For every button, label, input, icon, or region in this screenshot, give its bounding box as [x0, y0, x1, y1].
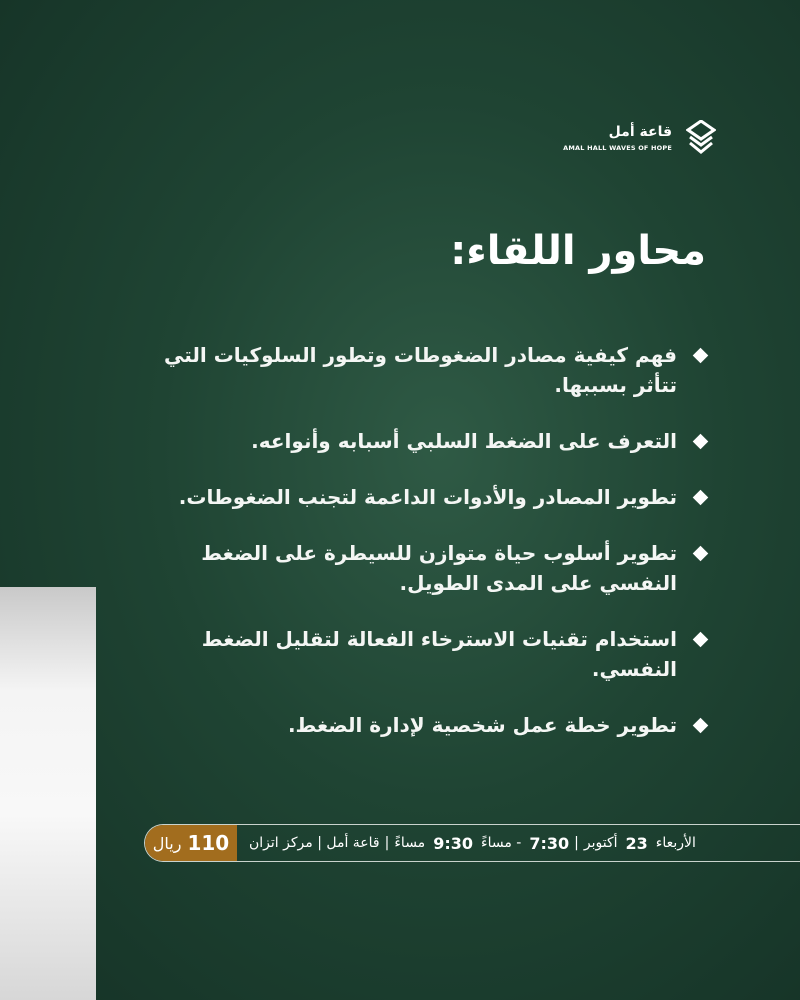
price-currency: ريال — [152, 833, 182, 853]
diamond-bullet-icon — [693, 632, 709, 648]
list-item-text: فهم كيفية مصادر الضغوطات وتطور السلوكيات التي تتأثر بسببها. — [163, 343, 677, 397]
event-details — [245, 825, 700, 861]
logo-tagline: AMAL HALL WAVES OF HOPE — [563, 144, 672, 152]
diamond-bullet-icon — [693, 348, 709, 364]
list-item — [150, 710, 710, 740]
diamond-bullet-icon — [693, 718, 709, 734]
event-info-bar — [144, 824, 800, 862]
list-item — [150, 624, 710, 684]
list-item — [150, 538, 710, 598]
event-location: قاعة أمل | مركز اتزان — [249, 835, 380, 851]
price-value: 110 — [187, 831, 230, 855]
logo-name-ar: قاعة أمل — [608, 124, 672, 140]
start-time: 7:30 — [529, 833, 570, 853]
page-title: محاور اللقاء: — [450, 228, 706, 274]
logo-text — [563, 124, 672, 152]
list-item — [150, 482, 710, 512]
list-item-text: تطوير أسلوب حياة متوازن للسيطرة على الضغط النفسي على المدى الطويل. — [201, 541, 677, 595]
list-item — [150, 340, 710, 400]
divider: | — [574, 835, 579, 851]
brand-logo — [563, 118, 716, 158]
price-badge — [145, 825, 237, 861]
decorative-side-panel — [0, 587, 96, 1000]
start-period: مساءً - — [480, 835, 522, 851]
topics-list — [150, 340, 710, 766]
list-item — [150, 426, 710, 456]
diamond-bullet-icon — [693, 434, 709, 450]
amal-hall-logo-icon — [686, 120, 716, 154]
list-item-text: تطوير خطة عمل شخصية لإدارة الضغط. — [287, 713, 677, 737]
event-day: الأربعاء — [655, 835, 696, 851]
list-item-text: التعرف على الضغط السلبي أسبابه وأنواعه. — [251, 429, 677, 453]
end-period: مساءً — [394, 835, 426, 851]
end-time: 9:30 — [433, 833, 473, 853]
diamond-bullet-icon — [693, 490, 709, 506]
diamond-bullet-icon — [693, 546, 709, 562]
event-month: أكتوبر — [583, 835, 618, 851]
event-date: 23 — [625, 833, 648, 853]
divider: | — [384, 835, 390, 851]
list-item-text: استخدام تقنيات الاسترخاء الفعالة لتقليل الضغط النفسي. — [201, 627, 677, 681]
list-item-text: تطوير المصادر والأدوات الداعمة لتجنب الضغوطات. — [178, 485, 677, 509]
